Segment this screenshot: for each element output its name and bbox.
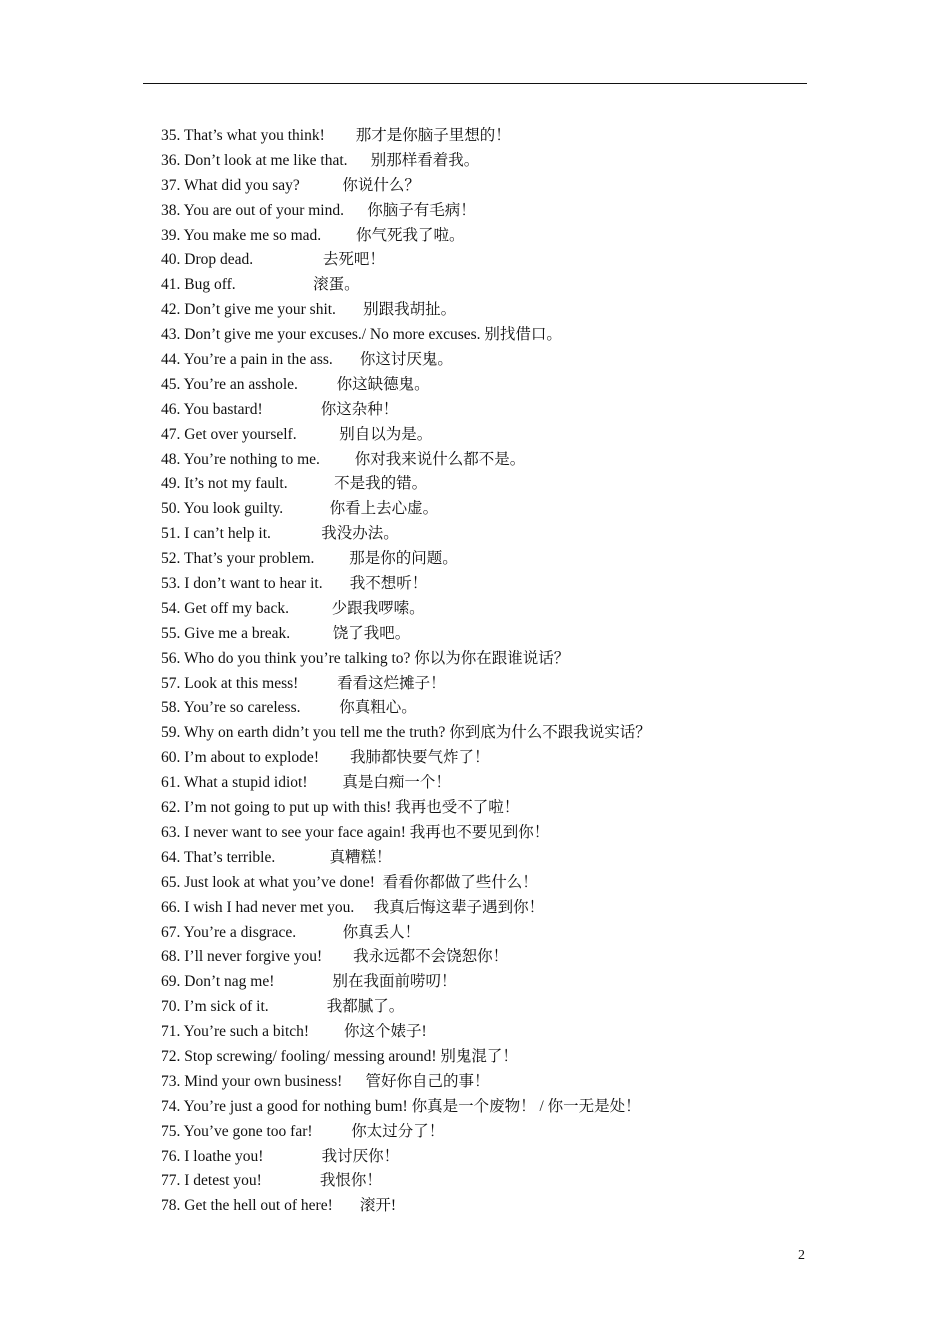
phrase-item xyxy=(161,970,651,995)
phrase-gap xyxy=(263,1148,321,1165)
phrase-item xyxy=(161,821,651,846)
phrase-chinese: 我恨你！ xyxy=(319,1172,382,1190)
phrase-item xyxy=(161,721,651,746)
phrase-english: 76. I loathe you! xyxy=(161,1147,264,1165)
phrase-gap xyxy=(375,874,383,891)
phrase-item xyxy=(161,696,651,721)
phrase-english: 35. That’s what you think! xyxy=(161,127,325,144)
phrase-gap xyxy=(313,1123,352,1140)
phrase-english: 49. It’s not my fault. xyxy=(161,475,288,493)
phrase-gap xyxy=(322,948,353,965)
phrase-item xyxy=(161,796,651,821)
phrase-english: 38. You are out of your mind. xyxy=(161,201,344,219)
phrase-english: 66. I wish I had never met you. xyxy=(161,898,355,916)
phrase-gap xyxy=(283,500,330,517)
phrase-chinese: 别那样看着我。 xyxy=(370,151,480,169)
phrase-gap xyxy=(298,376,337,393)
phrase-gap xyxy=(333,351,360,368)
phrase-english: 71. You’re such a bitch! xyxy=(161,1023,310,1041)
phrase-chinese: 你真粗心。 xyxy=(339,699,417,717)
phrase-gap xyxy=(333,1197,360,1214)
phrase-item xyxy=(161,597,651,622)
phrase-english: 44. You’re a pain in the ass. xyxy=(161,351,333,369)
phrase-chinese: 我肺都快要气炸了！ xyxy=(349,749,490,767)
phrase-list xyxy=(161,124,651,1219)
phrase-item xyxy=(161,398,651,423)
phrase-gap xyxy=(297,426,340,443)
phrase-chinese: 你这杂种！ xyxy=(320,400,399,418)
phrase-chinese: 管好你自己的事！ xyxy=(365,1072,490,1090)
phrase-item xyxy=(161,149,651,174)
phrase-english: 41. Bug off. xyxy=(161,276,236,294)
phrase-chinese: 你对我来说什么都不是。 xyxy=(354,450,526,468)
phrase-chinese: 你太过分了！ xyxy=(351,1122,445,1140)
phrase-english: 75. You’ve gone too far! xyxy=(161,1122,313,1140)
phrase-english: 40. Drop dead. xyxy=(161,251,254,269)
phrase-gap xyxy=(269,998,327,1015)
phrase-chinese: 你到底为什么不跟我说实话？ xyxy=(449,724,651,742)
phrase-chinese: 那才是你脑子里想的！ xyxy=(355,127,511,144)
phrase-item xyxy=(161,323,651,348)
phrase-gap xyxy=(300,699,339,716)
phrase-english: 50. You look guilty. xyxy=(161,500,284,518)
phrase-english: 60. I’m about to explode! xyxy=(161,749,319,767)
phrase-chinese: 你真是一个废物！ / 你一无是处！ xyxy=(411,1097,641,1115)
phrase-chinese: 你这讨厌鬼。 xyxy=(359,351,453,369)
phrase-english: 39. You make me so mad. xyxy=(161,226,322,244)
phrase-gap xyxy=(289,600,332,617)
phrase-gap xyxy=(342,1073,365,1090)
phrase-gap xyxy=(325,127,356,144)
phrase-gap xyxy=(263,401,321,418)
phrase-gap xyxy=(296,924,343,941)
phrase-item xyxy=(161,448,651,473)
phrase-english: 64. That’s terrible. xyxy=(161,848,276,866)
phrase-gap xyxy=(348,152,371,169)
phrase-chinese: 饶了我吧。 xyxy=(332,624,411,642)
phrase-gap xyxy=(300,177,343,194)
phrase-item xyxy=(161,672,651,697)
phrase-chinese: 滚开! xyxy=(359,1197,397,1215)
phrase-item xyxy=(161,1145,651,1170)
phrase-chinese: 你气死我了啦。 xyxy=(356,226,465,244)
phrase-chinese: 我再也受不了啦！ xyxy=(395,799,520,817)
phrase-chinese: 看看你都做了些什么！ xyxy=(382,873,538,891)
phrase-gap xyxy=(275,849,329,866)
phrase-gap xyxy=(336,301,363,318)
phrase-gap xyxy=(288,475,335,492)
phrase-item xyxy=(161,1169,651,1194)
phrase-item xyxy=(161,647,651,672)
phrase-item xyxy=(161,298,651,323)
phrase-item xyxy=(161,174,651,199)
phrase-chinese: 你说什么？ xyxy=(342,176,420,194)
phrase-item xyxy=(161,771,651,796)
phrase-item xyxy=(161,348,651,373)
phrase-item xyxy=(161,224,651,249)
phrase-gap xyxy=(314,550,349,567)
phrase-chinese: 你这缺德鬼。 xyxy=(336,375,430,393)
phrase-item xyxy=(161,248,651,273)
phrase-english: 68. I’ll never forgive you! xyxy=(161,948,323,966)
phrase-chinese: 你看上去心虚。 xyxy=(329,500,439,518)
phrase-item xyxy=(161,871,651,896)
phrase-english: 67. You’re a disgrace. xyxy=(161,923,297,941)
phrase-item xyxy=(161,1020,651,1045)
phrase-chinese: 我讨厌你！ xyxy=(321,1147,400,1165)
phrase-chinese: 真是白痴一个！ xyxy=(342,774,451,792)
phrase-english: 55. Give me a break. xyxy=(161,624,291,642)
phrase-item xyxy=(161,896,651,921)
phrase-chinese: 那是你的问题。 xyxy=(349,550,458,568)
phrase-english: 65. Just look at what you’ve done! xyxy=(161,873,375,891)
phrase-english: 74. You’re just a good for nothing bum! xyxy=(161,1097,408,1115)
phrase-chinese: 别在我面前唠叨！ xyxy=(332,973,457,991)
phrase-english: 62. I’m not going to put up with this! xyxy=(161,799,392,817)
phrase-chinese: 你脑子有毛病！ xyxy=(367,201,476,219)
phrase-chinese: 我真后悔这辈子遇到你！ xyxy=(373,898,545,916)
phrase-chinese: 看看这烂摊子！ xyxy=(337,674,446,692)
phrase-chinese: 别鬼混了！ xyxy=(440,1047,518,1065)
phrase-chinese: 你这个婊子! xyxy=(343,1023,427,1041)
phrase-english: 54. Get off my back. xyxy=(161,599,289,617)
phrase-english: 57. Look at this mess! xyxy=(161,674,299,692)
phrase-chinese: 我不想听！ xyxy=(349,575,428,593)
phrase-english: 70. I’m sick of it. xyxy=(161,998,269,1016)
phrase-english: 77. I detest you! xyxy=(161,1172,262,1190)
phrase-chinese: 别自以为是。 xyxy=(339,425,433,443)
phrase-chinese: 少跟我啰嗦。 xyxy=(331,599,425,617)
phrase-english: 47. Get over yourself. xyxy=(161,425,297,443)
phrase-english: 78. Get the hell out of here! xyxy=(161,1197,333,1215)
phrase-gap xyxy=(274,973,332,990)
phrase-item xyxy=(161,921,651,946)
phrase-chinese: 不是我的错。 xyxy=(334,475,428,493)
phrase-item xyxy=(161,1194,651,1219)
phrase-english: 42. Don’t give me your shit. xyxy=(161,301,336,319)
phrase-english: 72. Stop screwing/ fooling/ messing around! xyxy=(161,1047,437,1065)
phrase-chinese: 我都腻了。 xyxy=(326,998,405,1016)
phrase-item xyxy=(161,1070,651,1095)
phrase-item xyxy=(161,572,651,597)
phrase-gap xyxy=(308,774,343,791)
phrase-item xyxy=(161,945,651,970)
phrase-chinese: 你以为你在跟谁说话？ xyxy=(414,649,570,667)
phrase-gap xyxy=(319,749,350,766)
phrase-gap xyxy=(321,227,356,244)
phrase-gap xyxy=(262,1172,320,1189)
phrase-gap xyxy=(290,625,333,642)
phrase-chinese: 我永远都不会饶恕你！ xyxy=(353,948,509,966)
phrase-english: 61. What a stupid idiot! xyxy=(161,774,308,792)
phrase-english: 59. Why on earth didn’t you tell me the truth? xyxy=(161,724,446,742)
phrase-item xyxy=(161,1120,651,1145)
phrase-item xyxy=(161,124,651,149)
phrase-english: 58. You’re so careless. xyxy=(161,699,301,717)
phrase-chinese: 我没办法。 xyxy=(321,525,399,543)
phrase-item xyxy=(161,273,651,298)
phrase-english: 43. Don’t give me your excuses./ No more excuses. xyxy=(161,326,481,344)
phrase-english: 51. I can’t help it. xyxy=(161,525,271,543)
phrase-gap xyxy=(298,675,337,692)
phrase-english: 63. I never want to see your face again! xyxy=(161,823,406,841)
phrase-gap xyxy=(354,899,373,916)
phrase-gap xyxy=(253,251,323,268)
phrase-chinese: 真糟糕！ xyxy=(329,848,392,866)
phrase-gap xyxy=(236,276,314,293)
phrase-english: 37. What did you say? xyxy=(161,176,300,194)
phrase-gap xyxy=(309,1023,344,1040)
phrase-chinese: 去死吧！ xyxy=(322,251,385,269)
phrase-item xyxy=(161,622,651,647)
phrase-item xyxy=(161,1045,651,1070)
phrase-item xyxy=(161,995,651,1020)
phrase-gap xyxy=(323,575,350,592)
phrase-item xyxy=(161,1095,651,1120)
phrase-english: 48. You’re nothing to me. xyxy=(161,450,320,468)
phrase-english: 53. I don’t want to hear it. xyxy=(161,575,323,593)
phrase-chinese: 我再也不要见到你！ xyxy=(409,823,550,841)
phrase-english: 73. Mind your own business! xyxy=(161,1072,343,1090)
page-number: 2 xyxy=(798,1248,805,1263)
phrase-chinese: 滚蛋。 xyxy=(313,276,360,294)
phrase-chinese: 别找借口。 xyxy=(484,326,562,344)
phrase-item xyxy=(161,547,651,572)
phrase-gap xyxy=(344,202,367,219)
phrase-gap xyxy=(320,451,355,468)
phrase-item xyxy=(161,846,651,871)
phrase-item xyxy=(161,423,651,448)
header-rule xyxy=(143,83,807,84)
phrase-english: 69. Don’t nag me! xyxy=(161,973,275,991)
phrase-english: 45. You’re an asshole. xyxy=(161,375,298,393)
phrase-english: 36. Don’t look at me like that. xyxy=(161,151,348,169)
phrase-chinese: 你真丢人！ xyxy=(342,923,421,941)
phrase-item xyxy=(161,522,651,547)
phrase-item xyxy=(161,199,651,224)
phrase-item xyxy=(161,746,651,771)
phrase-english: 56. Who do you think you’re talking to? xyxy=(161,649,411,667)
phrase-item xyxy=(161,497,651,522)
phrase-chinese: 别跟我胡扯。 xyxy=(363,301,457,319)
phrase-english: 46. You bastard! xyxy=(161,400,263,418)
phrase-item xyxy=(161,472,651,497)
phrase-english: 52. That’s your problem. xyxy=(161,550,315,568)
phrase-item xyxy=(161,373,651,398)
phrase-gap xyxy=(271,525,321,542)
